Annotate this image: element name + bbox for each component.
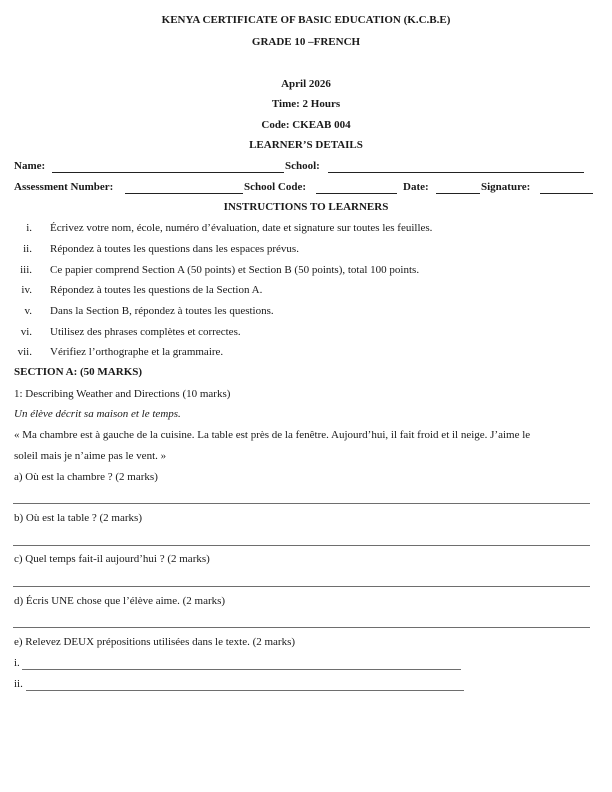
exam-subtitle: GRADE 10 –FRENCH (251, 36, 361, 48)
signature-label: Signature: (481, 181, 531, 193)
school-code-field[interactable] (316, 193, 397, 194)
question-b: b) Où est la table ? (2 marks) (14, 512, 142, 524)
date-label: Date: (403, 181, 429, 193)
exam-duration: Time: 2 Hours (271, 98, 341, 110)
exam-code: Code: CKEAB 004 (261, 119, 351, 131)
assessment-number-label: Assessment Number: (14, 181, 114, 193)
question-d: d) Écris UNE chose que l’élève aime. (2 marks) (14, 595, 226, 607)
sub-answer-number: ii. (14, 678, 23, 690)
passage-context: Un élève décrit sa maison et le temps. (14, 408, 181, 420)
instruction-number: v. (24, 305, 32, 317)
instruction-number: iv. (21, 284, 32, 296)
instruction-text: Dans la Section B, répondez à toutes les questions. (50, 305, 274, 317)
section-a-heading: SECTION A: (50 MARKS) (14, 366, 143, 378)
school-label: School: (285, 160, 320, 172)
answer-line-b[interactable] (13, 545, 590, 546)
instruction-text: Répondez à toutes les questions dans les espaces prévus. (50, 243, 299, 255)
school-code-label: School Code: (244, 181, 307, 193)
exam-date: April 2026 (281, 78, 331, 90)
sub-answer-number: i. (14, 657, 20, 669)
date-field[interactable] (436, 193, 480, 194)
answer-line-a[interactable] (13, 503, 590, 504)
question-a: a) Où est la chambre ? (2 marks) (14, 471, 158, 483)
instruction-text: Ce papier comprend Section A (50 points) et Section B (50 points), total 100 points. (50, 264, 420, 276)
instructions-heading: INSTRUCTIONS TO LEARNERS (223, 201, 389, 213)
passage-line-1: « Ma chambre est à gauche de la cuisine. La table est près de la fenêtre. Aujourd’hui, il fait froid et il neige. J’aime le (14, 429, 531, 441)
question-1-title: 1: Describing Weather and Directions (10 marks) (14, 388, 231, 400)
signature-field[interactable] (540, 193, 593, 194)
instruction-text: Utilisez des phrases complètes et correctes. (50, 326, 241, 338)
answer-line-d[interactable] (13, 627, 590, 628)
instruction-number: i. (26, 222, 32, 234)
instruction-text: Répondez à toutes les questions de la Section A. (50, 284, 263, 296)
name-label: Name: (14, 160, 46, 172)
answer-line-e-ii[interactable] (26, 690, 464, 691)
learner-details-heading: LEARNER’S DETAILS (249, 139, 363, 151)
passage-line-2: soleil mais je n’aime pas le vent. » (14, 450, 167, 462)
instruction-number: iii. (20, 264, 32, 276)
instruction-number: ii. (23, 243, 32, 255)
school-field[interactable] (328, 172, 584, 173)
question-e: e) Relevez DEUX prépositions utilisées dans le texte. (2 marks) (14, 636, 296, 648)
name-field[interactable] (52, 172, 284, 173)
question-c: c) Quel temps fait-il aujourd’hui ? (2 marks) (14, 553, 210, 565)
answer-line-c[interactable] (13, 586, 590, 587)
assessment-number-field[interactable] (125, 193, 243, 194)
answer-line-e-i[interactable] (22, 669, 461, 670)
instruction-text: Vérifiez l’orthographe et la grammaire. (50, 346, 224, 358)
instruction-number: vi. (20, 326, 32, 338)
instruction-number: vii. (17, 346, 32, 358)
exam-title: KENYA CERTIFICATE OF BASIC EDUCATION (K.C.B.E) (161, 14, 451, 26)
instruction-text: Écrivez votre nom, école, numéro d’évaluation, date et signature sur toutes les feuilles. (50, 222, 433, 234)
